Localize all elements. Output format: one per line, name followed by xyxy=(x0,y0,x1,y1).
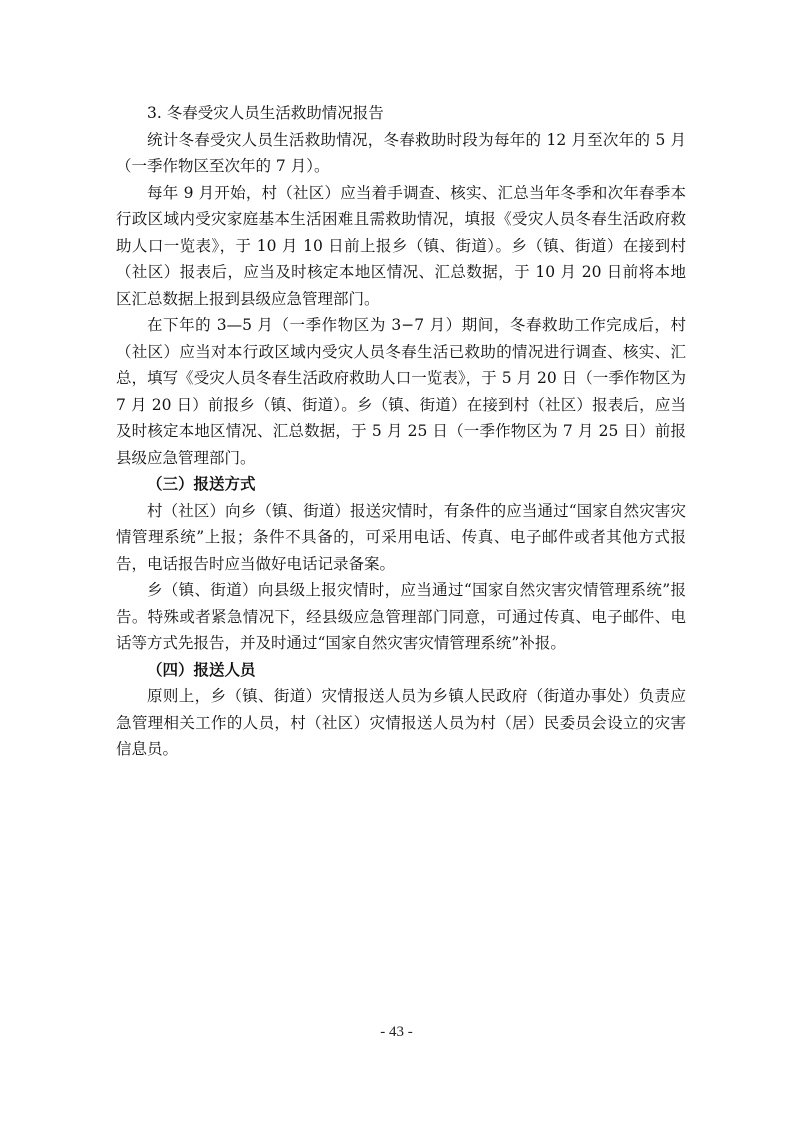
section-heading-reporting-personnel: （四）报送人员 xyxy=(147,659,256,679)
section-3-title: 3. 冬春受灾人员生活救助情况报告 xyxy=(147,104,384,122)
paragraph: 乡（镇、街道）向县级上报灾情时，应当通过“国家自然灾害灾情管理系统”报告。特殊或者紧急情况下，经县级应急管理部门同意，可通过传真、电子邮件、电话等方式先报告，并及时通过“国家自然灾害灾情管理系统”补报。 xyxy=(116,581,686,652)
paragraph: 村（社区）向乡（镇、街道）报送灾情时，有条件的应当通过“国家自然灾害灾情管理系统”上报；条件不具备的，可采用电话、传真、电子邮件或者其他方式报告，电话报告时应当做好电话记录备案。 xyxy=(116,501,686,573)
paragraph: 每年 9 月开始，村（社区）应当着手调查、核实、汇总当年冬季和次年春季本行政区域内受灾家庭基本生活困难且需救助情况，填报《受灾人员冬春生活政府救助人口一览表》，于 10 月 10 日前上报乡（镇、街道）。乡（镇、街道）在接到村（社区）报表后，应当及时核定本地区情况、汇总数据，于 10 月 20 日前将本地区汇总数据上报到县级应急管理部门。 xyxy=(116,183,686,308)
page-number: - 43 - xyxy=(380,1024,413,1040)
paragraph: 统计冬春受灾人员生活救助情况，冬春救助时段为每年的 12 月至次年的 5 月（一季作物区至次年的 7 月）。 xyxy=(116,130,686,175)
section-heading-reporting-method: （三）报送方式 xyxy=(147,474,256,493)
paragraph: 在下年的 3—5 月（一季作物区为 3−7 月）期间，冬春救助工作完成后，村（社区）应当对本行政区域内受灾人员冬春生活已救助的情况进行调查、核实、汇总，填写《受灾人员冬春生活政府救助人口一览表》，于 5 月 20 日（一季作物区为 7 月 20 日）前报乡（镇、街道）。乡（镇、街道）在接到村（社区）报表后，应当及时核定本地区情况、汇总数据，于 5 月 25 日（一季作物区为 7 月 25 日）前报县级应急管理部门。 xyxy=(116,316,686,467)
document-body xyxy=(116,100,686,763)
paragraph: 原则上，乡（镇、街道）灾情报送人员为乡镇人民政府（街道办事处）负责应急管理相关工作的人员，村（社区）灾情报送人员为村（居）民委员会设立的灾害信息员。 xyxy=(116,687,686,758)
